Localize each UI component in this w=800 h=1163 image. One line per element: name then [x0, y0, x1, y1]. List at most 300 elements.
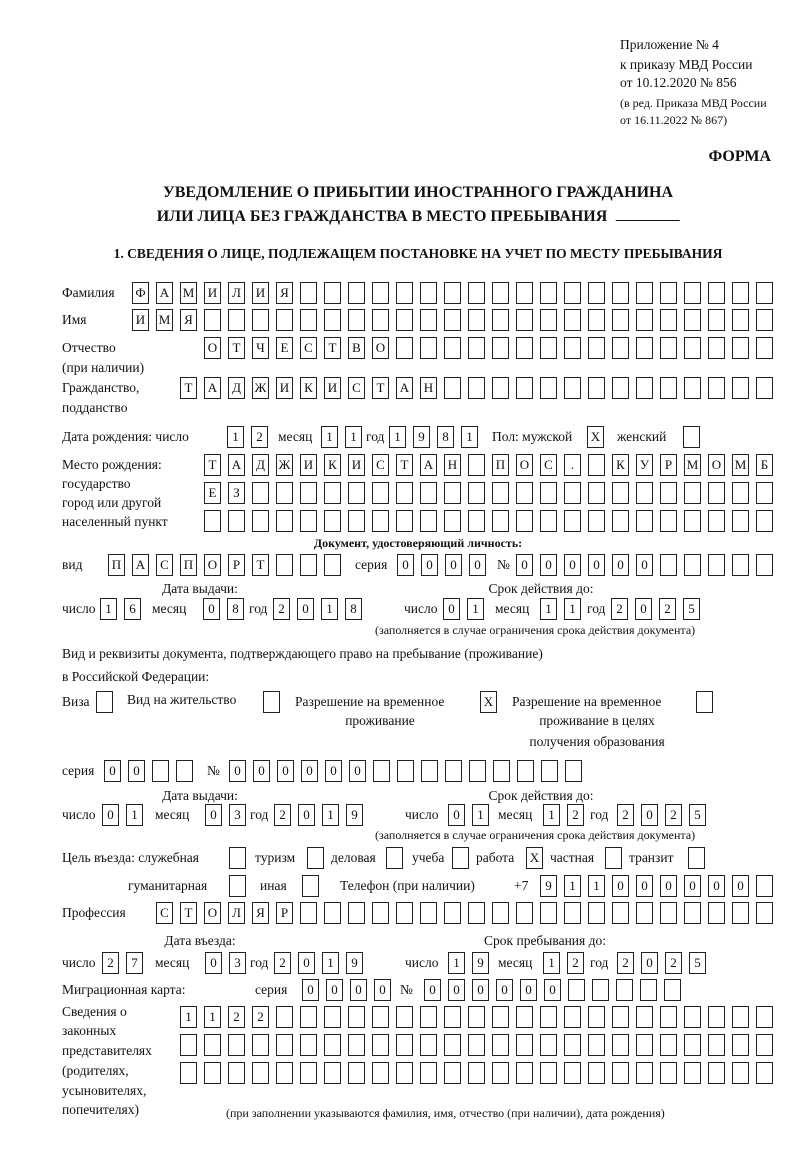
char-cell[interactable]	[492, 1034, 509, 1056]
checkbox[interactable]	[96, 691, 113, 713]
char-cell[interactable]	[252, 309, 269, 331]
char-cell[interactable]: М	[180, 282, 197, 304]
char-cell[interactable]	[228, 1062, 245, 1084]
char-cell[interactable]	[540, 337, 557, 359]
char-cell[interactable]	[492, 337, 509, 359]
char-cell[interactable]: 0	[641, 804, 658, 826]
char-cell[interactable]: 0	[277, 760, 294, 782]
char-cell[interactable]	[324, 1062, 341, 1084]
char-cell[interactable]	[468, 337, 485, 359]
char-cell[interactable]	[396, 1034, 413, 1056]
char-cell[interactable]	[540, 1006, 557, 1028]
char-cell[interactable]	[540, 377, 557, 399]
char-cell[interactable]	[756, 510, 773, 532]
char-cell[interactable]	[732, 1034, 749, 1056]
char-cell[interactable]	[684, 309, 701, 331]
char-cell[interactable]	[468, 510, 485, 532]
char-cell[interactable]: 2	[611, 598, 628, 620]
char-cell[interactable]	[540, 282, 557, 304]
char-cell[interactable]	[300, 1034, 317, 1056]
char-cell[interactable]: 0	[635, 598, 652, 620]
char-cell[interactable]	[348, 510, 365, 532]
char-cell[interactable]	[396, 510, 413, 532]
checkbox[interactable]	[605, 847, 622, 869]
char-cell[interactable]	[468, 482, 485, 504]
char-cell[interactable]	[660, 337, 677, 359]
char-cell[interactable]	[469, 760, 486, 782]
char-cell[interactable]	[708, 902, 725, 924]
char-cell[interactable]	[756, 902, 773, 924]
char-cell[interactable]	[324, 482, 341, 504]
char-cell[interactable]	[732, 377, 749, 399]
char-cell[interactable]	[636, 282, 653, 304]
checkbox[interactable]	[229, 875, 246, 897]
char-cell[interactable]: 0	[104, 760, 121, 782]
char-cell[interactable]: В	[348, 337, 365, 359]
char-cell[interactable]	[396, 1006, 413, 1028]
char-cell[interactable]	[732, 282, 749, 304]
char-cell[interactable]: Ф	[132, 282, 149, 304]
char-cell[interactable]: 9	[346, 952, 363, 974]
char-cell[interactable]: К	[612, 454, 629, 476]
char-cell[interactable]: 0	[732, 875, 749, 897]
char-cell[interactable]	[492, 510, 509, 532]
char-cell[interactable]: 0	[325, 760, 342, 782]
char-cell[interactable]	[420, 1062, 437, 1084]
char-cell[interactable]	[420, 309, 437, 331]
char-cell[interactable]	[276, 482, 293, 504]
char-cell[interactable]: 9	[413, 426, 430, 448]
char-cell[interactable]: 0	[349, 760, 366, 782]
char-cell[interactable]	[300, 1062, 317, 1084]
char-cell[interactable]	[300, 902, 317, 924]
char-cell[interactable]	[636, 377, 653, 399]
char-cell[interactable]	[660, 482, 677, 504]
char-cell[interactable]: Я	[252, 902, 269, 924]
checkbox[interactable]: X	[526, 847, 543, 869]
char-cell[interactable]: 0	[641, 952, 658, 974]
char-cell[interactable]: З	[228, 482, 245, 504]
char-cell[interactable]: 0	[205, 952, 222, 974]
char-cell[interactable]	[516, 337, 533, 359]
char-cell[interactable]	[348, 1006, 365, 1028]
char-cell[interactable]: 8	[345, 598, 362, 620]
char-cell[interactable]	[348, 1034, 365, 1056]
char-cell[interactable]	[420, 282, 437, 304]
char-cell[interactable]: 2	[567, 804, 584, 826]
char-cell[interactable]	[228, 510, 245, 532]
char-cell[interactable]: 0	[253, 760, 270, 782]
char-cell[interactable]	[708, 377, 725, 399]
char-cell[interactable]: 0	[612, 875, 629, 897]
char-cell[interactable]: С	[156, 554, 173, 576]
char-cell[interactable]: 0	[302, 979, 319, 1001]
char-cell[interactable]: 8	[227, 598, 244, 620]
char-cell[interactable]	[756, 482, 773, 504]
char-cell[interactable]	[516, 377, 533, 399]
char-cell[interactable]	[756, 377, 773, 399]
char-cell[interactable]	[228, 1034, 245, 1056]
char-cell[interactable]	[540, 902, 557, 924]
char-cell[interactable]	[564, 482, 581, 504]
char-cell[interactable]	[276, 1006, 293, 1028]
char-cell[interactable]: 7	[126, 952, 143, 974]
char-cell[interactable]	[541, 760, 558, 782]
char-cell[interactable]	[444, 1062, 461, 1084]
char-cell[interactable]: 1	[389, 426, 406, 448]
char-cell[interactable]: С	[372, 454, 389, 476]
char-cell[interactable]	[732, 510, 749, 532]
char-cell[interactable]: 1	[321, 426, 338, 448]
char-cell[interactable]	[444, 902, 461, 924]
char-cell[interactable]	[636, 1034, 653, 1056]
char-cell[interactable]	[492, 377, 509, 399]
char-cell[interactable]	[708, 309, 725, 331]
char-cell[interactable]	[636, 482, 653, 504]
char-cell[interactable]	[516, 482, 533, 504]
char-cell[interactable]	[732, 902, 749, 924]
char-cell[interactable]	[420, 337, 437, 359]
char-cell[interactable]	[684, 337, 701, 359]
char-cell[interactable]: 0	[128, 760, 145, 782]
char-cell[interactable]: 0	[443, 598, 460, 620]
char-cell[interactable]	[372, 1006, 389, 1028]
checkbox[interactable]	[229, 847, 246, 869]
char-cell[interactable]: Д	[228, 377, 245, 399]
char-cell[interactable]	[204, 309, 221, 331]
char-cell[interactable]	[348, 282, 365, 304]
char-cell[interactable]: 1	[540, 598, 557, 620]
char-cell[interactable]	[612, 510, 629, 532]
char-cell[interactable]	[564, 902, 581, 924]
char-cell[interactable]	[444, 510, 461, 532]
char-cell[interactable]	[588, 377, 605, 399]
char-cell[interactable]	[732, 1062, 749, 1084]
char-cell[interactable]: 9	[540, 875, 557, 897]
char-cell[interactable]: 0	[448, 979, 465, 1001]
char-cell[interactable]: 0	[520, 979, 537, 1001]
char-cell[interactable]	[396, 902, 413, 924]
char-cell[interactable]	[468, 902, 485, 924]
char-cell[interactable]	[588, 1062, 605, 1084]
char-cell[interactable]	[660, 1034, 677, 1056]
char-cell[interactable]	[756, 875, 773, 897]
char-cell[interactable]	[756, 337, 773, 359]
char-cell[interactable]: К	[324, 454, 341, 476]
char-cell[interactable]	[636, 1006, 653, 1028]
char-cell[interactable]: 0	[496, 979, 513, 1001]
char-cell[interactable]	[756, 1062, 773, 1084]
char-cell[interactable]: Б	[756, 454, 773, 476]
char-cell[interactable]	[684, 902, 701, 924]
char-cell[interactable]: 2	[665, 952, 682, 974]
char-cell[interactable]	[492, 902, 509, 924]
char-cell[interactable]: А	[204, 377, 221, 399]
char-cell[interactable]: Р	[276, 902, 293, 924]
checkbox[interactable]	[386, 847, 403, 869]
char-cell[interactable]	[684, 1034, 701, 1056]
char-cell[interactable]: Я	[276, 282, 293, 304]
char-cell[interactable]	[396, 482, 413, 504]
char-cell[interactable]	[732, 1006, 749, 1028]
char-cell[interactable]	[612, 377, 629, 399]
char-cell[interactable]	[756, 1006, 773, 1028]
char-cell[interactable]	[708, 337, 725, 359]
char-cell[interactable]	[732, 554, 749, 576]
char-cell[interactable]: 2	[228, 1006, 245, 1028]
char-cell[interactable]	[684, 1062, 701, 1084]
char-cell[interactable]	[684, 510, 701, 532]
char-cell[interactable]	[588, 309, 605, 331]
char-cell[interactable]	[152, 760, 169, 782]
char-cell[interactable]	[372, 309, 389, 331]
char-cell[interactable]: Т	[180, 377, 197, 399]
char-cell[interactable]: 0	[229, 760, 246, 782]
char-cell[interactable]	[324, 902, 341, 924]
char-cell[interactable]: Т	[372, 377, 389, 399]
char-cell[interactable]: 2	[274, 804, 291, 826]
char-cell[interactable]	[684, 1006, 701, 1028]
char-cell[interactable]: 0	[588, 554, 605, 576]
char-cell[interactable]: 1	[100, 598, 117, 620]
char-cell[interactable]	[348, 482, 365, 504]
char-cell[interactable]	[756, 309, 773, 331]
char-cell[interactable]	[176, 760, 193, 782]
char-cell[interactable]	[396, 337, 413, 359]
checkbox[interactable]: X	[480, 691, 497, 713]
char-cell[interactable]	[468, 1034, 485, 1056]
char-cell[interactable]	[492, 482, 509, 504]
char-cell[interactable]	[516, 1062, 533, 1084]
char-cell[interactable]	[636, 309, 653, 331]
char-cell[interactable]	[684, 282, 701, 304]
char-cell[interactable]: О	[204, 902, 221, 924]
char-cell[interactable]: 0	[326, 979, 343, 1001]
char-cell[interactable]	[540, 1062, 557, 1084]
char-cell[interactable]	[732, 337, 749, 359]
char-cell[interactable]: И	[252, 282, 269, 304]
char-cell[interactable]: 2	[273, 598, 290, 620]
char-cell[interactable]	[660, 1006, 677, 1028]
char-cell[interactable]	[204, 1034, 221, 1056]
char-cell[interactable]: С	[156, 902, 173, 924]
checkbox[interactable]	[302, 875, 319, 897]
char-cell[interactable]: Т	[252, 554, 269, 576]
char-cell[interactable]: 1	[126, 804, 143, 826]
char-cell[interactable]: Н	[420, 377, 437, 399]
char-cell[interactable]	[660, 1062, 677, 1084]
char-cell[interactable]: Т	[204, 454, 221, 476]
char-cell[interactable]	[396, 1062, 413, 1084]
char-cell[interactable]	[588, 337, 605, 359]
char-cell[interactable]: О	[204, 554, 221, 576]
char-cell[interactable]	[517, 760, 534, 782]
char-cell[interactable]	[612, 337, 629, 359]
char-cell[interactable]	[276, 309, 293, 331]
char-cell[interactable]: 1	[227, 426, 244, 448]
char-cell[interactable]: 1	[322, 952, 339, 974]
char-cell[interactable]: 0	[203, 598, 220, 620]
char-cell[interactable]: Л	[228, 282, 245, 304]
char-cell[interactable]	[252, 1062, 269, 1084]
char-cell[interactable]	[756, 554, 773, 576]
char-cell[interactable]: 1	[461, 426, 478, 448]
char-cell[interactable]: 2	[274, 952, 291, 974]
char-cell[interactable]: 0	[544, 979, 561, 1001]
char-cell[interactable]	[564, 377, 581, 399]
char-cell[interactable]: Д	[252, 454, 269, 476]
char-cell[interactable]: 1	[467, 598, 484, 620]
char-cell[interactable]	[684, 377, 701, 399]
char-cell[interactable]	[636, 510, 653, 532]
char-cell[interactable]	[421, 760, 438, 782]
char-cell[interactable]: 0	[297, 598, 314, 620]
char-cell[interactable]: С	[540, 454, 557, 476]
char-cell[interactable]: 5	[683, 598, 700, 620]
char-cell[interactable]: Е	[276, 337, 293, 359]
char-cell[interactable]: 2	[102, 952, 119, 974]
char-cell[interactable]: Т	[180, 902, 197, 924]
char-cell[interactable]	[468, 454, 485, 476]
char-cell[interactable]: 3	[229, 804, 246, 826]
char-cell[interactable]	[708, 282, 725, 304]
char-cell[interactable]: А	[420, 454, 437, 476]
char-cell[interactable]	[300, 510, 317, 532]
char-cell[interactable]: 0	[684, 875, 701, 897]
char-cell[interactable]: И	[132, 309, 149, 331]
char-cell[interactable]	[468, 1062, 485, 1084]
char-cell[interactable]	[468, 282, 485, 304]
char-cell[interactable]	[252, 1034, 269, 1056]
char-cell[interactable]	[732, 482, 749, 504]
char-cell[interactable]: Н	[444, 454, 461, 476]
char-cell[interactable]: Е	[204, 482, 221, 504]
char-cell[interactable]	[276, 1062, 293, 1084]
char-cell[interactable]: 2	[251, 426, 268, 448]
char-cell[interactable]: Л	[228, 902, 245, 924]
char-cell[interactable]	[492, 1006, 509, 1028]
char-cell[interactable]	[612, 309, 629, 331]
char-cell[interactable]	[420, 482, 437, 504]
char-cell[interactable]	[588, 1006, 605, 1028]
char-cell[interactable]: С	[300, 337, 317, 359]
char-cell[interactable]	[348, 902, 365, 924]
char-cell[interactable]	[324, 282, 341, 304]
char-cell[interactable]	[252, 482, 269, 504]
char-cell[interactable]: 1	[472, 804, 489, 826]
char-cell[interactable]	[660, 282, 677, 304]
char-cell[interactable]	[252, 510, 269, 532]
char-cell[interactable]	[444, 377, 461, 399]
char-cell[interactable]	[204, 510, 221, 532]
char-cell[interactable]: 2	[567, 952, 584, 974]
char-cell[interactable]: 0	[397, 554, 414, 576]
char-cell[interactable]	[420, 902, 437, 924]
char-cell[interactable]: Ж	[276, 454, 293, 476]
char-cell[interactable]	[516, 902, 533, 924]
char-cell[interactable]	[396, 282, 413, 304]
char-cell[interactable]	[564, 337, 581, 359]
char-cell[interactable]	[708, 510, 725, 532]
char-cell[interactable]: 1	[321, 598, 338, 620]
char-cell[interactable]	[612, 482, 629, 504]
char-cell[interactable]: 0	[636, 554, 653, 576]
char-cell[interactable]: О	[204, 337, 221, 359]
char-cell[interactable]	[516, 510, 533, 532]
char-cell[interactable]	[612, 1034, 629, 1056]
char-cell[interactable]	[540, 309, 557, 331]
char-cell[interactable]: 2	[665, 804, 682, 826]
char-cell[interactable]	[444, 282, 461, 304]
char-cell[interactable]: 1	[588, 875, 605, 897]
char-cell[interactable]: 0	[660, 875, 677, 897]
char-cell[interactable]	[564, 1006, 581, 1028]
char-cell[interactable]: И	[276, 377, 293, 399]
char-cell[interactable]	[612, 1062, 629, 1084]
char-cell[interactable]	[444, 309, 461, 331]
char-cell[interactable]	[444, 337, 461, 359]
char-cell[interactable]	[348, 1062, 365, 1084]
char-cell[interactable]	[276, 554, 293, 576]
char-cell[interactable]	[660, 377, 677, 399]
char-cell[interactable]	[516, 1006, 533, 1028]
char-cell[interactable]	[204, 1062, 221, 1084]
char-cell[interactable]	[708, 1062, 725, 1084]
char-cell[interactable]	[324, 309, 341, 331]
char-cell[interactable]	[300, 1006, 317, 1028]
char-cell[interactable]	[420, 510, 437, 532]
char-cell[interactable]	[708, 1034, 725, 1056]
char-cell[interactable]	[756, 1034, 773, 1056]
char-cell[interactable]: .	[564, 454, 581, 476]
char-cell[interactable]: У	[636, 454, 653, 476]
char-cell[interactable]	[636, 337, 653, 359]
char-cell[interactable]: И	[204, 282, 221, 304]
char-cell[interactable]	[636, 1062, 653, 1084]
char-cell[interactable]: 0	[472, 979, 489, 1001]
char-cell[interactable]: П	[180, 554, 197, 576]
char-cell[interactable]: 2	[617, 952, 634, 974]
char-cell[interactable]: 2	[252, 1006, 269, 1028]
char-cell[interactable]: О	[516, 454, 533, 476]
char-cell[interactable]	[348, 309, 365, 331]
char-cell[interactable]: 1	[204, 1006, 221, 1028]
char-cell[interactable]	[732, 309, 749, 331]
char-cell[interactable]: 9	[346, 804, 363, 826]
checkbox[interactable]	[263, 691, 280, 713]
char-cell[interactable]	[300, 482, 317, 504]
char-cell[interactable]	[664, 979, 681, 1001]
char-cell[interactable]: А	[396, 377, 413, 399]
checkbox[interactable]	[307, 847, 324, 869]
char-cell[interactable]: 9	[472, 952, 489, 974]
char-cell[interactable]	[684, 482, 701, 504]
char-cell[interactable]	[516, 282, 533, 304]
char-cell[interactable]	[468, 377, 485, 399]
char-cell[interactable]	[324, 510, 341, 532]
char-cell[interactable]: 0	[448, 804, 465, 826]
char-cell[interactable]	[612, 1006, 629, 1028]
char-cell[interactable]: 0	[708, 875, 725, 897]
char-cell[interactable]	[397, 760, 414, 782]
char-cell[interactable]	[708, 1006, 725, 1028]
char-cell[interactable]	[468, 309, 485, 331]
char-cell[interactable]: Я	[180, 309, 197, 331]
char-cell[interactable]: 0	[350, 979, 367, 1001]
char-cell[interactable]: И	[348, 454, 365, 476]
char-cell[interactable]	[300, 554, 317, 576]
char-cell[interactable]: 0	[540, 554, 557, 576]
